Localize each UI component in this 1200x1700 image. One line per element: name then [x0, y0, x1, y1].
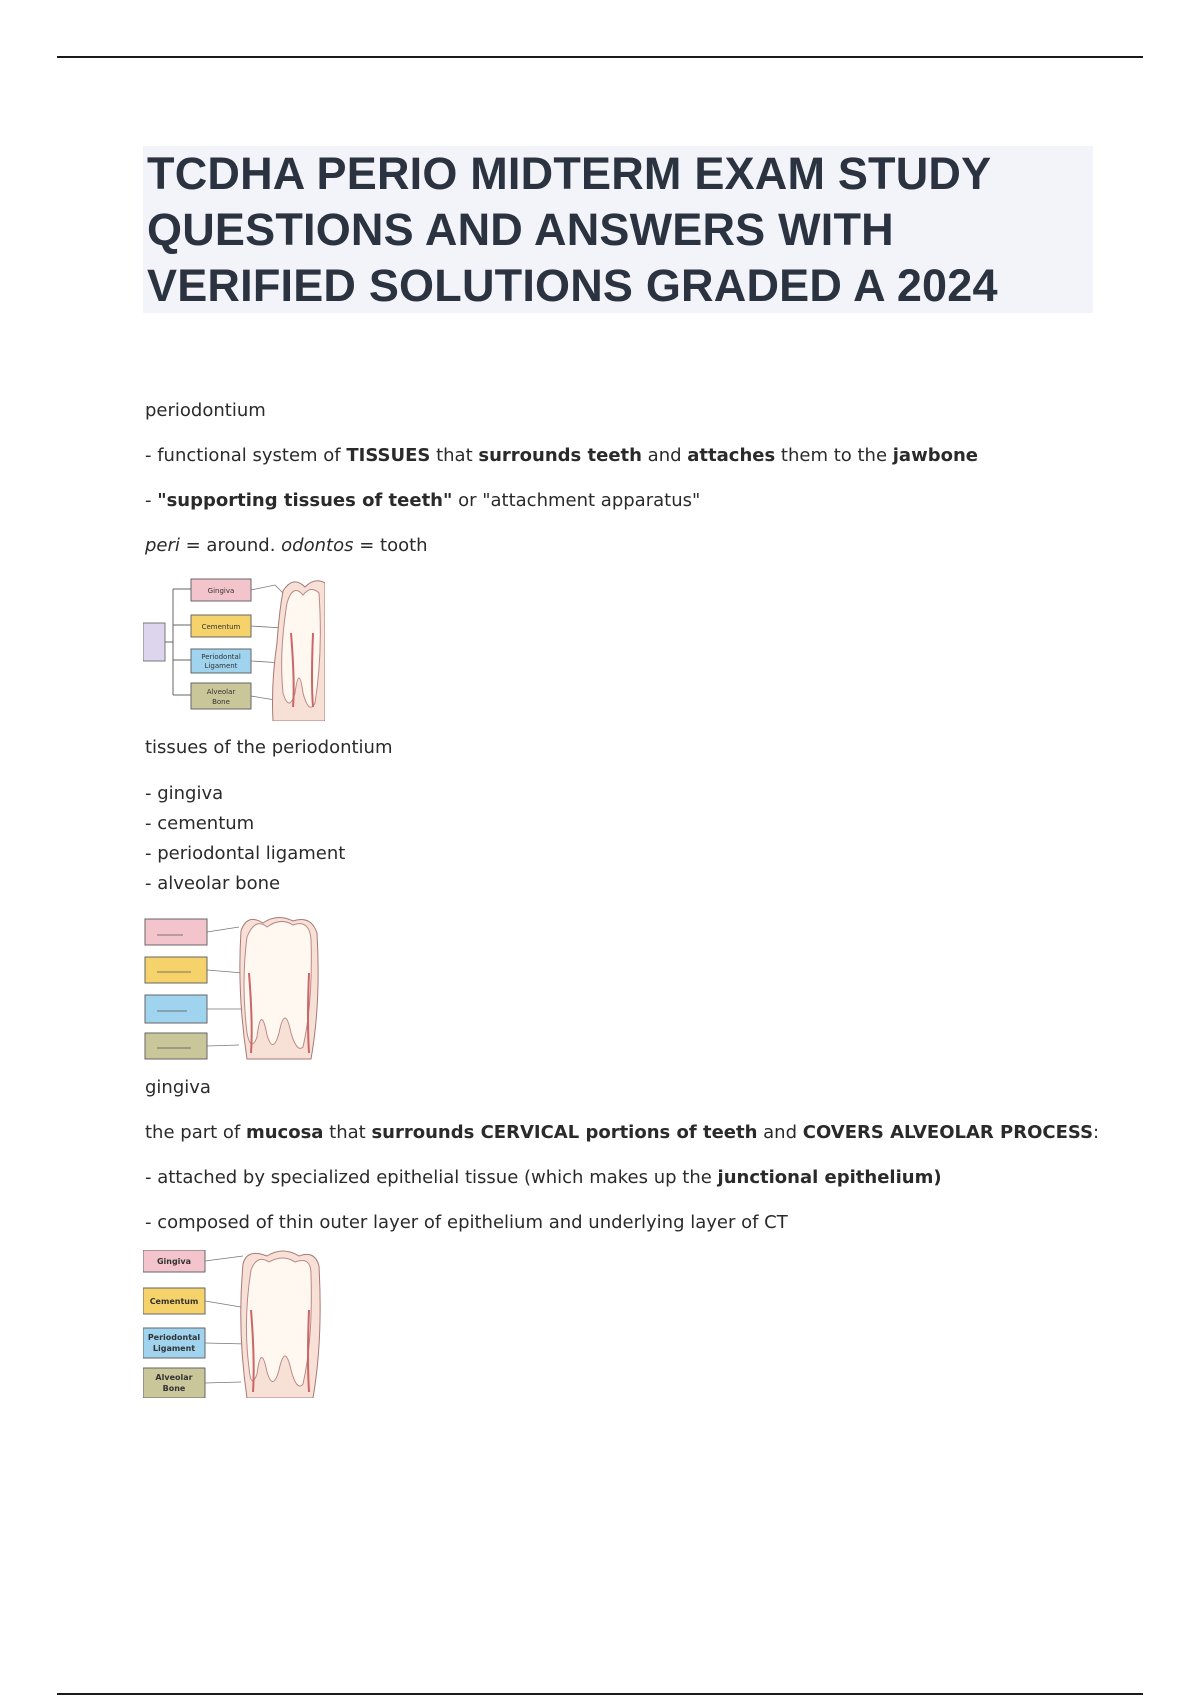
list-item: - gingiva: [145, 783, 224, 804]
term-periodontium: periodontium: [145, 400, 266, 421]
label-cementum: Cementum: [149, 1297, 199, 1306]
gingiva-definition-1: the part of mucosa that surrounds CERVICAL portions of teeth and COVERS ALVEOLAR PROCESS:: [145, 1122, 1100, 1143]
periodontium-diagram-1: [143, 573, 325, 721]
label-cementum: Cementum: [201, 623, 241, 631]
periodontium-etymology: peri = around. odontos = tooth: [145, 535, 428, 556]
gingiva-definition-2: - attached by specialized epithelial tissue (which makes up the junctional epithelium): [145, 1167, 942, 1188]
label-bone: Bone: [212, 698, 230, 706]
periodontium-diagram-3: [143, 1250, 325, 1398]
list-item: - alveolar bone: [145, 873, 281, 894]
list-item: - periodontal ligament: [145, 843, 346, 864]
term-tissues-of-periodontium: tissues of the periodontium: [145, 737, 393, 758]
periodontium-definition-2: - "supporting tissues of teeth" or "attachment apparatus": [145, 490, 701, 511]
label-periodontal: Periodontal: [147, 1333, 201, 1342]
term-gingiva: gingiva: [145, 1077, 211, 1098]
label-gingiva: Gingiva: [207, 587, 235, 595]
label-gingiva: Gingiva: [156, 1257, 192, 1266]
label-ligament: Ligament: [204, 662, 238, 670]
top-rule: [57, 56, 1143, 58]
label-bone: Bone: [162, 1384, 186, 1393]
label-periodontal: Periodontal: [201, 653, 241, 661]
title-banner: [143, 146, 1093, 313]
tissues-list: [145, 779, 1105, 899]
document-body: [145, 398, 1105, 1412]
gingiva-definition-3: - composed of thin outer layer of epithelium and underlying layer of CT: [145, 1212, 788, 1233]
bottom-rule: [57, 1693, 1143, 1695]
periodontium-definition-1: - functional system of TISSUES that surrounds teeth and attaches them to the jawbone: [145, 445, 978, 466]
label-alveolar: Alveolar: [206, 688, 236, 696]
label-alveolar: Alveolar: [155, 1373, 193, 1382]
label-ligament: Ligament: [152, 1344, 196, 1353]
document-title: TCDHA PERIO MIDTERM EXAM STUDY QUESTIONS AND ANSWERS WITH VERIFIED SOLUTIONS GRADED A 2024: [147, 148, 998, 311]
list-item: - cementum: [145, 813, 255, 834]
periodontium-diagram-2: [143, 913, 325, 1061]
